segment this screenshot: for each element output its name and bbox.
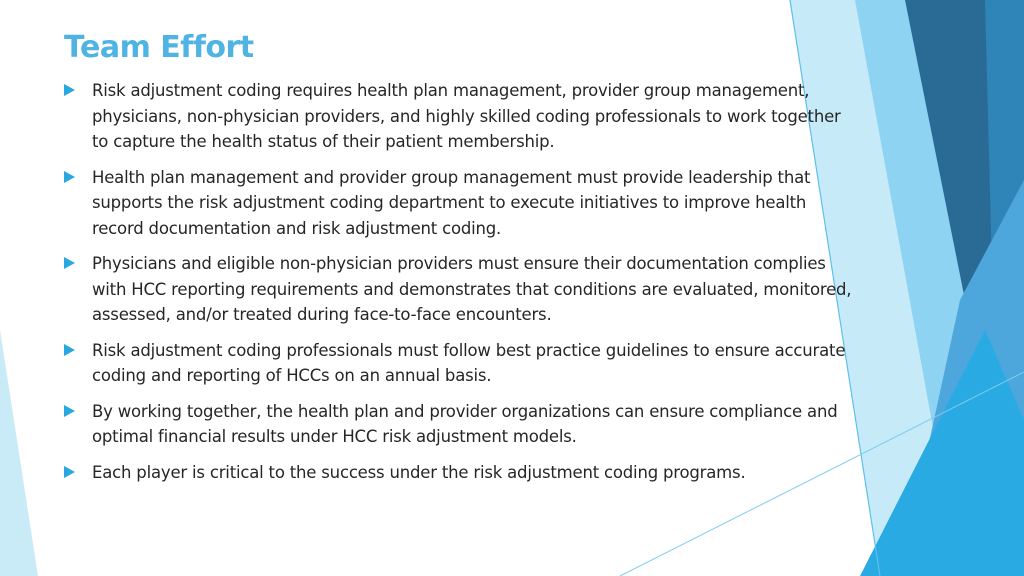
arrow-bullet-icon xyxy=(64,84,75,96)
bullet-text: Risk adjustment coding requires health plan management, provider group management, physicians, non-physician providers, and highly skilled coding professionals to work together to capture the health status of their patient membership. xyxy=(92,81,841,151)
bullet-item xyxy=(64,78,854,155)
arrow-bullet-icon xyxy=(64,405,75,417)
bullet-item xyxy=(64,399,854,450)
bullet-item xyxy=(64,338,854,389)
bullet-text: Each player is critical to the success under the risk adjustment coding programs. xyxy=(92,462,746,482)
bullet-item xyxy=(64,165,854,242)
arrow-bullet-icon xyxy=(64,257,75,269)
bullet-list xyxy=(64,78,854,495)
bullet-text: Physicians and eligible non-physician providers must ensure their documentation complies with HCC reporting requirements and demonstrates that conditions are evaluated, monitored, assessed, and/or treated during face-to-face encounters. xyxy=(92,254,852,324)
bullet-text: By working together, the health plan and provider organizations can ensure compliance and optimal financial results under HCC risk adjustment models. xyxy=(92,401,838,446)
bullet-item xyxy=(64,251,854,328)
arrow-bullet-icon xyxy=(64,171,75,183)
left-edge-shape xyxy=(0,330,38,576)
bullet-text: Risk adjustment coding professionals must follow best practice guidelines to ensure accurate coding and reporting of HCCs on an annual basis. xyxy=(92,340,846,385)
arrow-bullet-icon xyxy=(64,466,75,478)
arrow-bullet-icon xyxy=(64,344,75,356)
bullet-text: Health plan management and provider group management must provide leadership that supports the risk adjustment coding department to execute initiatives to improve health record documentation and risk adjustment coding. xyxy=(92,167,811,238)
bullet-item xyxy=(64,460,854,486)
slide-title: Team Effort xyxy=(64,30,254,65)
